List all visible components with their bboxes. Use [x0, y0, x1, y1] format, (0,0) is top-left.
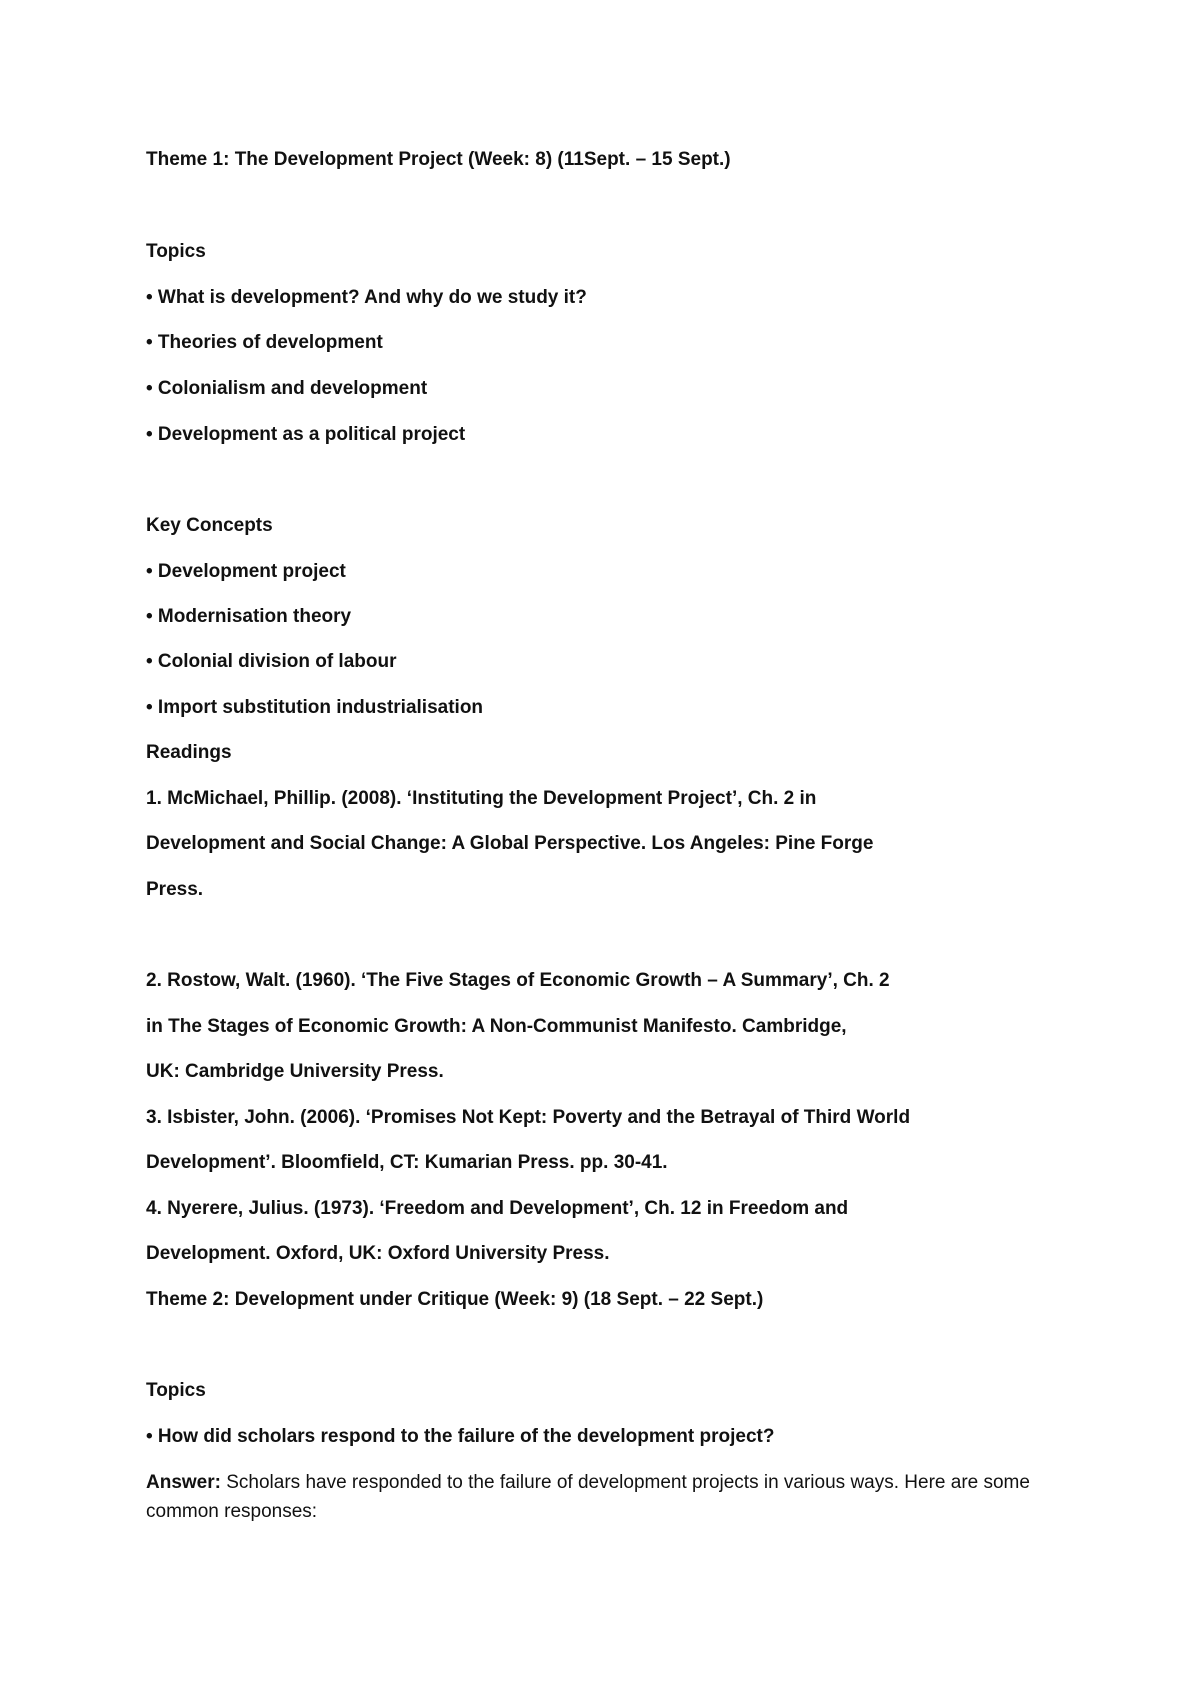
theme1-topic-item: • What is development? And why do we study it? [146, 287, 587, 308]
answer-text: Scholars have responded to the failure of development projects in various ways. Here are some common responses: [146, 1472, 1030, 1522]
reading-line: UK: Cambridge University Press. [146, 1061, 444, 1082]
reading-line: Press. [146, 879, 204, 900]
answer-paragraph [146, 1468, 1066, 1526]
theme2-topic-item: • How did scholars respond to the failure of the development project? [146, 1426, 775, 1447]
theme1-topic-item: • Colonialism and development [146, 378, 428, 399]
reading-line: 1. McMichael, Phillip. (2008). ‘Instituting the Development Project’, Ch. 2 in [146, 788, 817, 809]
theme1-key-concept-item: • Import substitution industrialisation [146, 697, 484, 718]
theme1-key-concept-item: • Colonial division of labour [146, 651, 397, 672]
theme1-topic-item: • Theories of development [146, 332, 383, 353]
reading-line: 4. Nyerere, Julius. (1973). ‘Freedom and Development’, Ch. 12 in Freedom and [146, 1198, 849, 1219]
reading-line: Development’. Bloomfield, CT: Kumarian Press. pp. 30-41. [146, 1152, 668, 1173]
theme1-topic-item: • Development as a political project [146, 424, 466, 445]
theme1-topics-label: Topics [146, 241, 206, 262]
theme1-key-concept-item: • Modernisation theory [146, 606, 352, 627]
reading-line: Development. Oxford, UK: Oxford University Press. [146, 1243, 610, 1264]
theme1-key-concept-item: • Development project [146, 561, 346, 582]
theme1-heading: Theme 1: The Development Project (Week: 8) (11Sept. – 15 Sept.) [146, 149, 731, 170]
theme2-heading: Theme 2: Development under Critique (Week: 9) (18 Sept. – 22 Sept.) [146, 1289, 764, 1310]
answer-label: Answer: [146, 1472, 221, 1493]
theme1-key-concepts-label: Key Concepts [146, 515, 273, 536]
reading-line: Development and Social Change: A Global Perspective. Los Angeles: Pine Forge [146, 833, 874, 854]
reading-line: 2. Rostow, Walt. (1960). ‘The Five Stages of Economic Growth – A Summary’, Ch. 2 [146, 970, 890, 991]
theme1-readings-label: Readings [146, 742, 232, 763]
reading-line: 3. Isbister, John. (2006). ‘Promises Not Kept: Poverty and the Betrayal of Third World [146, 1107, 911, 1128]
theme2-topics-label: Topics [146, 1380, 206, 1401]
reading-line: in The Stages of Economic Growth: A Non-Communist Manifesto. Cambridge, [146, 1016, 847, 1037]
